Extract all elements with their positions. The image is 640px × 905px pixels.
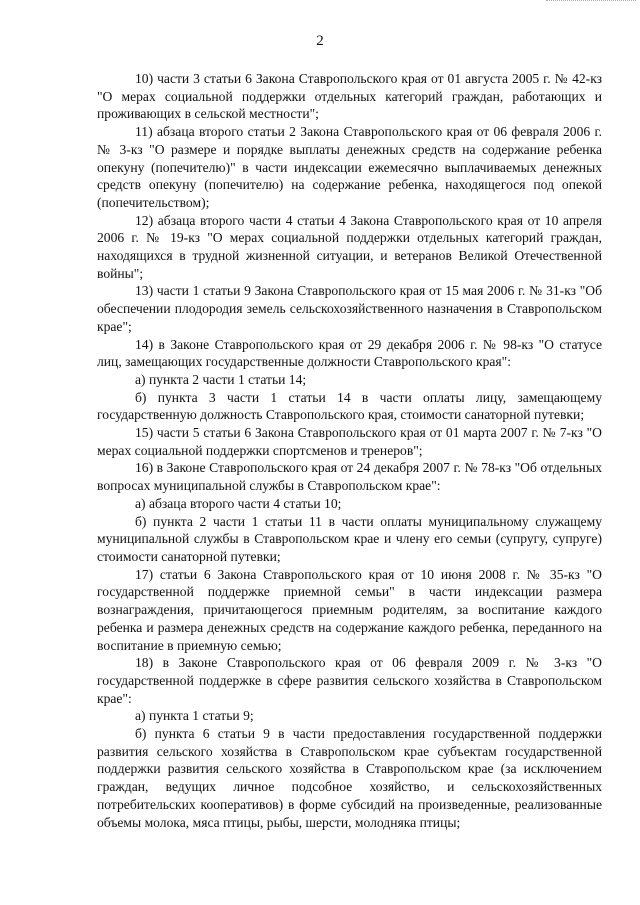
document-body [97, 70, 602, 831]
scan-mark [546, 0, 636, 3]
paragraph-subitem-14b: б) пункта 3 части 1 статьи 14 в части оплаты лицу, замещающему государственную должность Ставропольского края, стоимости санаторной путевки; [97, 389, 602, 423]
paragraph-item-17: 17) статьи 6 Закона Ставропольского края от 10 июня 2008 г. № 35-кз "О государственной поддержке приемной семьи" в части индексации размера вознаграждения, причитающегося приемным родителям, за воспитание каждого ребенка и размера денежных средств на содержание каждого ребенка, переданного на воспитание в приемную семью; [97, 566, 602, 653]
paragraph-subitem-16b: б) пункта 2 части 1 статьи 11 в части оплаты муниципальному служащему муниципальной службы в Ставропольском крае и члену его семьи (супругу, супруге) стоимости санаторной путевки; [97, 513, 602, 564]
paragraph-subitem-16a: а) абзаца второго части 4 статьи 10; [135, 495, 342, 511]
paragraph-subitem-14a: а) пункта 2 части 1 статьи 14; [135, 371, 307, 387]
paragraph-subitem-18b: б) пункта 6 статьи 9 в части предоставления государственной поддержки развития сельского хозяйства в Ставропольском крае субъектам государственной поддержки развития сельского хозяйства в Ставропольском крае (за исключением граждан, ведущих личное подсобное хозяйство, и сельскохозяйственных потребительских кооперативов) в форме субсидий на произведенные, реализованные объемы молока, мяса птицы, рыбы, шерсти, молодняка птицы; [97, 726, 602, 830]
paragraph-item-14: 14) в Законе Ставропольского края от 29 декабря 2006 г. № 98-кз "О статусе лиц, замещающих государственные должности Ставропольского края": [97, 336, 602, 370]
page-number: 2 [316, 33, 324, 49]
paragraph-subitem-18a: а) пункта 1 статьи 9; [135, 708, 254, 724]
paragraph-item-10: 10) части 3 статьи 6 Закона Ставропольского края от 01 августа 2005 г. № 42-кз "О мерах социальной поддержки отдельных категорий граждан, работающих и проживающих в сельской местности"; [97, 71, 602, 122]
paragraph-item-12: 12) абзаца второго части 4 статьи 4 Закона Ставропольского края от 10 апреля 2006 г. № 19-кз "О мерах социальной поддержки отдельных категорий граждан, находящихся в трудной жизненной ситуации, и ветеранов Великой Отечественной войны"; [97, 212, 602, 281]
paragraph-item-18: 18) в Законе Ставропольского края от 06 февраля 2009 г. № 3-кз "О государственной поддержке в сфере развития сельского хозяйства в Ставропольском крае": [97, 655, 602, 706]
paragraph-item-13: 13) части 1 статьи 9 Закона Ставропольского края от 15 мая 2006 г. № 31-кз "Об обеспечении плодородия земель сельскохозяйственного назначения в Ставропольском крае"; [97, 283, 602, 334]
paragraph-item-15: 15) части 5 статьи 6 Закона Ставропольского края от 01 марта 2007 г. № 7-кз "О мерах социальной поддержки спортсменов и тренеров"; [97, 425, 602, 458]
paragraph-item-11: 11) абзаца второго статьи 2 Закона Ставропольского края от 06 февраля 2006 г. № 3-кз "О размере и порядке выплаты денежных средств на содержание ребенка опекуну (попечителю)" в части индексации ежемесячно выплачиваемых денежных средств опекуну (попечителю) на содержание ребенка, находящегося под опекой (попечительством); [97, 124, 602, 210]
paragraph-item-16: 16) в Законе Ставропольского края от 24 декабря 2007 г. № 78-кз "Об отдельных вопросах муниципальной службы в Ставропольском крае": [97, 460, 602, 494]
